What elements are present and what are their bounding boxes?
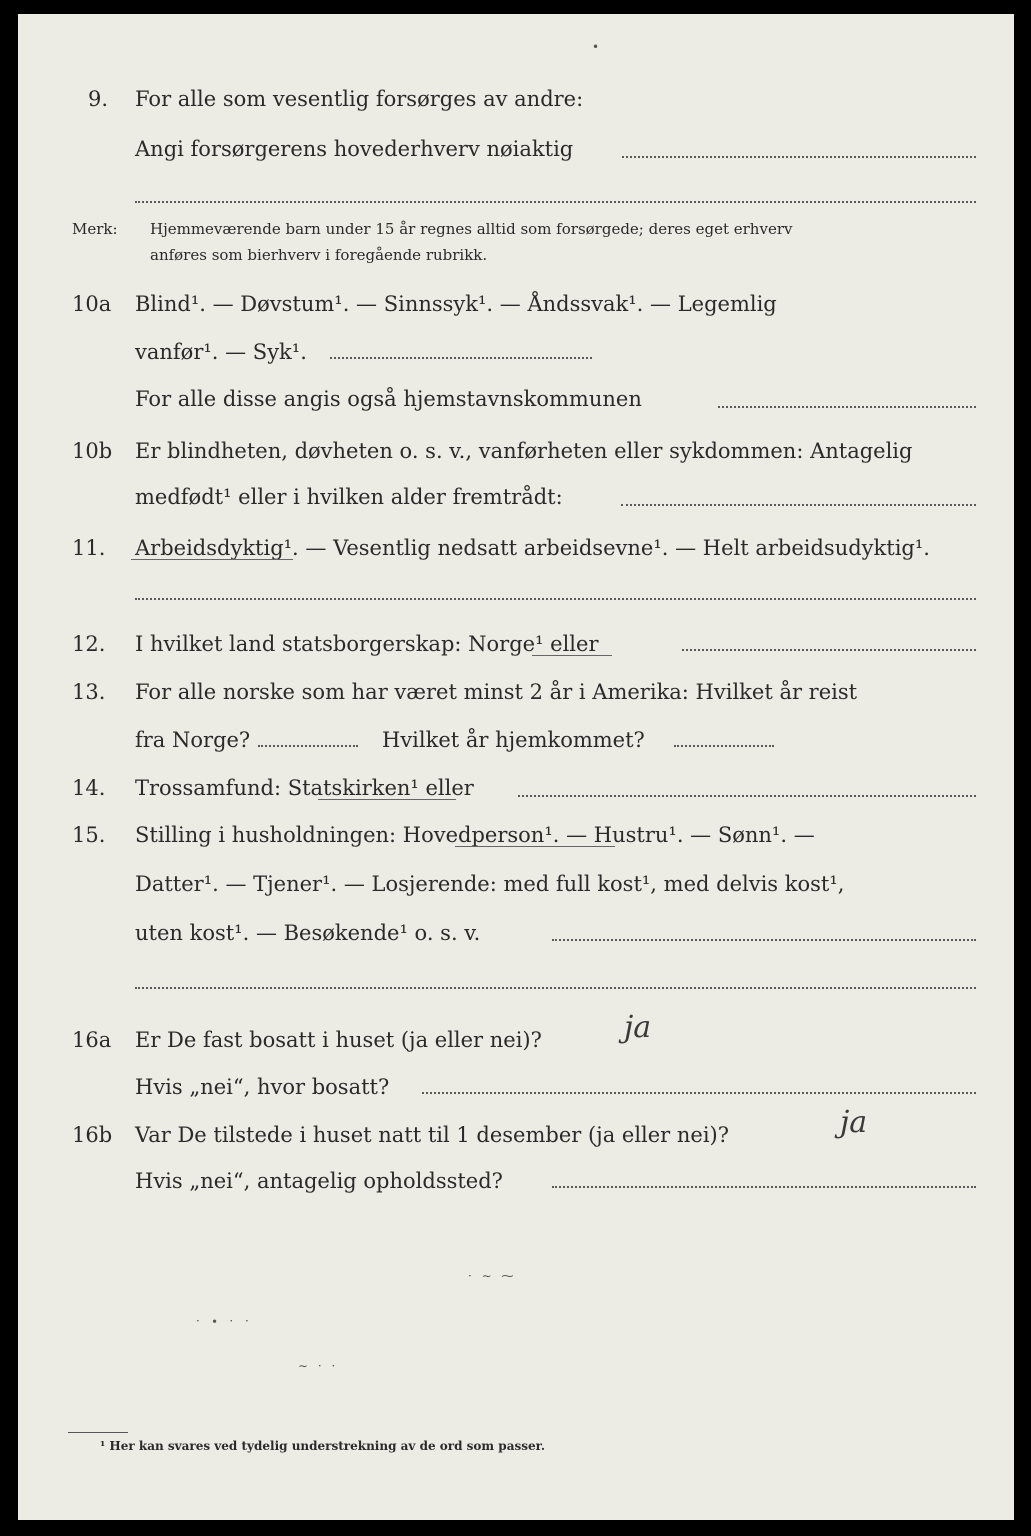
answer-line-13-reist[interactable] [258, 745, 358, 747]
underline-hovedperson [455, 846, 615, 847]
form-page [18, 14, 1014, 1520]
question-14-text: Trossamfund: Statskirken¹ eller [135, 776, 474, 800]
answer-line-13-hjem[interactable] [674, 745, 774, 747]
merk-label: Merk: [72, 220, 118, 238]
answer-line-10a[interactable] [330, 357, 592, 359]
merk-line1: Hjemmeværende barn under 15 år regnes alltid som forsørgede; deres eget erhverv [150, 220, 793, 238]
answer-line-15a[interactable] [552, 939, 976, 941]
question-10b-line2: medfødt¹ eller i hvilken alder fremtrådt: [135, 485, 563, 509]
question-number-11: 11. [72, 536, 106, 560]
question-16a-line1: Er De fast bosatt i huset (ja eller nei)? [135, 1028, 542, 1052]
bleed-through-mark: ∼ · · [298, 1359, 339, 1373]
question-15-line1: Stilling i husholdningen: Hovedperson¹. — Hustru¹. — Sønn¹. — [135, 823, 815, 847]
question-13-line2a: fra Norge? [135, 728, 251, 752]
question-10a-line3: For alle disse angis også hjemstavnskommunen [135, 387, 642, 411]
question-10a-line2: vanfør¹. — Syk¹. [135, 340, 307, 364]
question-15-line2: Datter¹. — Tjener¹. — Losjerende: med full kost¹, med delvis kost¹, [135, 872, 845, 896]
question-number-10a: 10a [72, 292, 112, 316]
question-number-13: 13. [72, 680, 106, 704]
footnote: ¹ Her kan svares ved tydelig understrekning av de ord som passer. [100, 1439, 546, 1453]
question-number-9: 9. [88, 87, 109, 111]
merk-line2: anføres som bierhverv i foregående rubrikk. [150, 246, 488, 264]
question-13-line1: For alle norske som har været minst 2 år i Amerika: Hvilket år reist [135, 680, 858, 704]
question-16b-line1: Var De tilstede i huset natt til 1 desember (ja eller nei)? [135, 1123, 730, 1147]
question-15-line3: uten kost¹. — Besøkende¹ o. s. v. [135, 921, 481, 945]
question-number-16b: 16b [72, 1123, 113, 1147]
bleed-through-mark: · ∙ · · [196, 1314, 253, 1328]
answer-line-12[interactable] [682, 649, 976, 651]
underline-statskirken [318, 799, 456, 800]
question-11-text: Arbeidsdyktig¹. — Vesentlig nedsatt arbeidsevne¹. — Helt arbeidsudyktig¹. [135, 536, 930, 560]
answer-line-9b[interactable] [135, 201, 976, 203]
answer-line-14[interactable] [518, 795, 976, 797]
question-16a-line2: Hvis „nei“, hvor bosatt? [135, 1075, 390, 1099]
question-number-15: 15. [72, 823, 106, 847]
question-10b-line1: Er blindheten, døvheten o. s. v., vanførheten eller sykdommen: Antagelig [135, 439, 913, 463]
question-number-10b: 10b [72, 439, 113, 463]
underline-arbeidsdyktig [131, 559, 293, 560]
handwritten-answer-16b: ja [840, 1105, 868, 1140]
underline-norge [532, 655, 612, 656]
answer-line-15b[interactable] [135, 987, 976, 989]
answer-line-16a[interactable] [422, 1092, 976, 1094]
answer-line-16b[interactable] [552, 1186, 976, 1188]
question-13-line2b: Hvilket år hjemkommet? [382, 728, 645, 752]
answer-line-10a-hjemstavn[interactable] [718, 406, 976, 408]
bleed-through-mark: · ∼ ⁓ [468, 1269, 517, 1283]
answer-line-10b[interactable] [621, 504, 976, 506]
question-9-line2: Angi forsørgerens hovederhverv nøiaktig [135, 137, 574, 161]
question-9-line1: For alle som vesentlig forsørges av andre: [135, 87, 584, 111]
handwritten-answer-16a: ja [624, 1010, 652, 1045]
question-10a-line1: Blind¹. — Døvstum¹. — Sinnssyk¹. — Åndssvak¹. — Legemlig [135, 292, 777, 316]
footnote-rule [68, 1432, 128, 1433]
question-number-12: 12. [72, 632, 106, 656]
answer-line-9a[interactable] [622, 156, 976, 158]
question-number-16a: 16a [72, 1028, 112, 1052]
question-16b-line2: Hvis „nei“, antagelig opholdssted? [135, 1169, 503, 1193]
question-number-14: 14. [72, 776, 106, 800]
speck: • [592, 40, 600, 54]
question-12-text: I hvilket land statsborgerskap: Norge¹ eller [135, 632, 599, 656]
answer-line-11[interactable] [135, 598, 976, 600]
